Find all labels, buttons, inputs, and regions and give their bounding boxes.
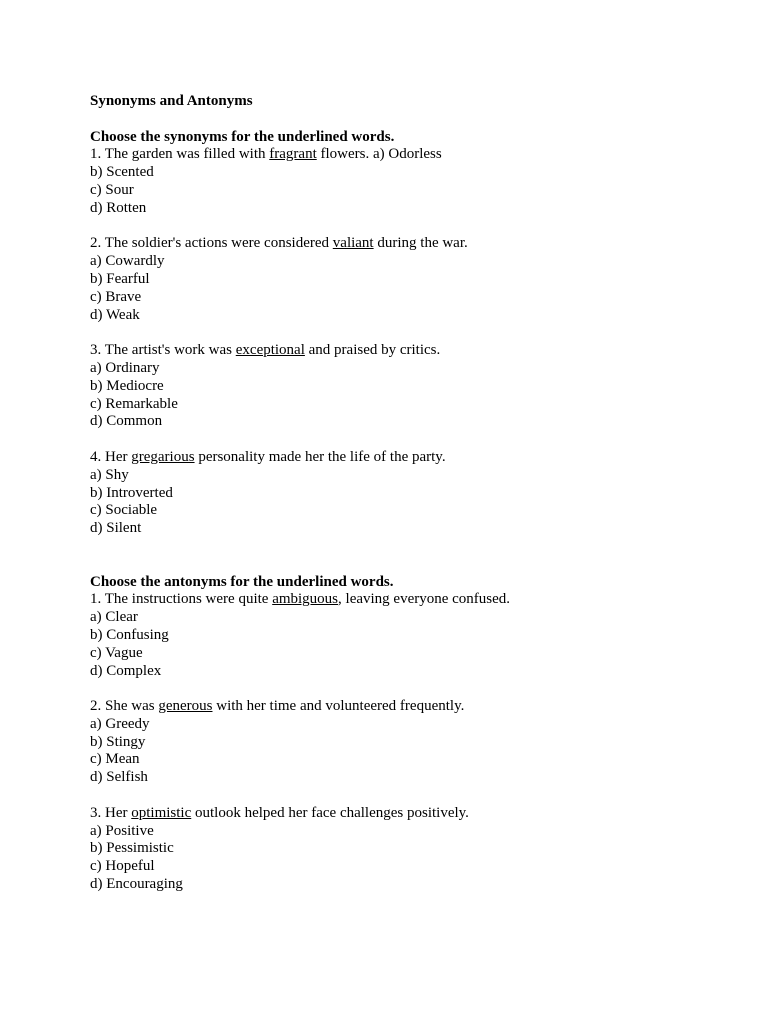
option-b: b) Introverted xyxy=(90,484,173,501)
option-a: a) Cowardly xyxy=(90,253,165,270)
option-c: c) Mean xyxy=(90,751,140,768)
option-d: d) Common xyxy=(90,413,163,430)
option-b: b) Mediocre xyxy=(90,377,164,394)
synonyms-heading: Choose the synonyms for the underlined words. xyxy=(90,128,395,145)
option-d: d) Selfish xyxy=(90,769,148,786)
option-d: d) Silent xyxy=(90,520,142,537)
option-c: c) Vague xyxy=(90,644,143,661)
question-text: 1. The garden was filled with fragrant flowers. a) Odorless xyxy=(90,146,442,163)
antonyms-heading: Choose the antonyms for the underlined words. xyxy=(90,573,394,590)
option-a: a) Shy xyxy=(90,466,129,483)
worksheet-page xyxy=(90,93,730,894)
spacer xyxy=(90,324,730,342)
question-text: 2. She was generous with her time and volunteered frequently. xyxy=(90,698,465,715)
option-b: b) Fearful xyxy=(90,270,150,287)
underlined-word: ambiguous xyxy=(272,591,339,608)
question-text: 2. The soldier's actions were considered valiant during the war. xyxy=(90,235,468,252)
option-d: d) Complex xyxy=(90,662,162,679)
synonyms-section xyxy=(90,129,730,538)
option-d: d) Weak xyxy=(90,306,140,323)
option-b: b) Pessimistic xyxy=(90,840,174,857)
question-text: 1. The instructions were quite ambiguous, leaving everyone confused. xyxy=(90,591,511,608)
antonyms-section xyxy=(90,574,730,894)
spacer xyxy=(90,431,730,449)
underlined-word: generous xyxy=(158,698,213,715)
section-spacer xyxy=(90,538,730,574)
question-text: 3. The artist's work was exceptional and praised by critics. xyxy=(90,342,441,359)
option-a: a) Positive xyxy=(90,822,154,839)
synonym-question-3 xyxy=(90,342,730,431)
option-c: c) Sour xyxy=(90,181,134,198)
option-b: b) Confusing xyxy=(90,626,169,643)
antonym-question-2 xyxy=(90,698,730,787)
option-d: d) Encouraging xyxy=(90,876,183,893)
synonym-question-4 xyxy=(90,449,730,538)
question-text: 4. Her gregarious personality made her the life of the party. xyxy=(90,448,446,465)
antonym-question-3 xyxy=(90,805,730,894)
option-c: c) Hopeful xyxy=(90,858,155,875)
question-text: 3. Her optimistic outlook helped her face challenges positively. xyxy=(90,804,469,821)
underlined-word: valiant xyxy=(332,235,374,252)
option-b: b) Scented xyxy=(90,164,154,181)
option-a: a) Greedy xyxy=(90,715,150,732)
option-c: c) Brave xyxy=(90,288,142,305)
option-a: a) Clear xyxy=(90,609,138,626)
spacer xyxy=(90,111,730,129)
spacer xyxy=(90,218,730,236)
spacer xyxy=(90,787,730,805)
page-title: Synonyms and Antonyms xyxy=(90,93,253,109)
underlined-word: fragrant xyxy=(269,146,317,163)
synonym-question-2 xyxy=(90,235,730,324)
underlined-word: gregarious xyxy=(131,448,195,465)
spacer xyxy=(90,680,730,698)
underlined-word: optimistic xyxy=(131,804,192,821)
underlined-word: exceptional xyxy=(235,342,305,359)
antonym-question-1 xyxy=(90,591,730,680)
option-d: d) Rotten xyxy=(90,199,147,216)
option-c: c) Remarkable xyxy=(90,395,178,412)
option-c: c) Sociable xyxy=(90,502,158,519)
option-a: a) Ordinary xyxy=(90,359,160,376)
synonym-question-1 xyxy=(90,146,730,217)
option-b: b) Stingy xyxy=(90,733,146,750)
